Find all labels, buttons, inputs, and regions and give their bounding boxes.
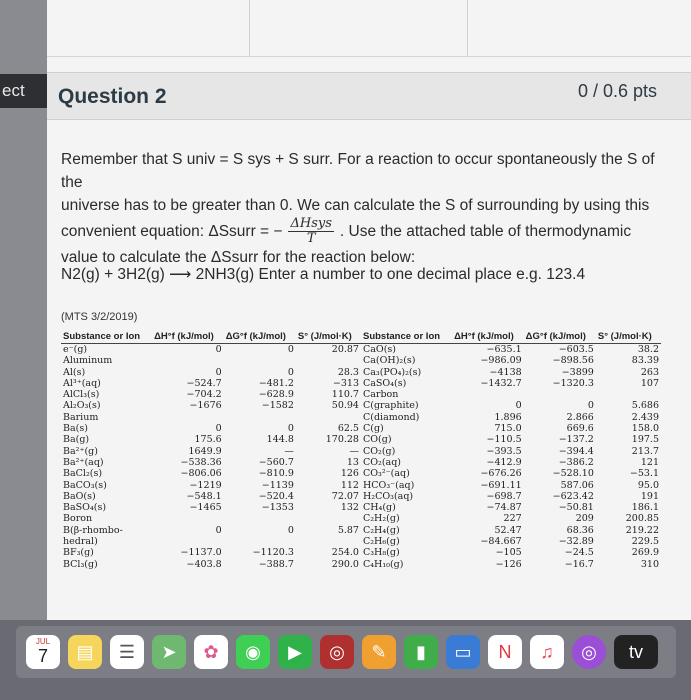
table-cell: 52.47 bbox=[494, 524, 522, 536]
table-cell: 5.87 bbox=[337, 524, 359, 536]
table-cell: −53.1 bbox=[629, 468, 659, 480]
table-cell: −110.5 bbox=[486, 434, 522, 446]
table-cell: Ba(s) bbox=[63, 423, 88, 435]
table-header-row bbox=[61, 330, 661, 344]
table-cell: −1139 bbox=[261, 479, 294, 491]
table-cell: −137.2 bbox=[558, 434, 594, 446]
table-cell: e⁻(g) bbox=[63, 344, 88, 355]
table-cell: −4138 bbox=[489, 366, 522, 378]
table-cell: 186.1 bbox=[631, 502, 659, 514]
table-row bbox=[61, 491, 661, 502]
appletv-label: tv bbox=[628, 641, 643, 662]
table-cell: 229.5 bbox=[631, 536, 659, 548]
table-cell: −388.7 bbox=[258, 558, 294, 570]
question-line: Remember that S univ = S sys + S surr. For a reaction to occur spontaneously the S of the bbox=[61, 151, 655, 191]
table-cell: −603.5 bbox=[558, 344, 594, 355]
table-cell: — bbox=[284, 445, 294, 457]
table-cell: 132 bbox=[340, 502, 359, 514]
table-cell: Ba(g) bbox=[63, 434, 90, 446]
table-row bbox=[61, 525, 661, 536]
table-cell bbox=[152, 513, 224, 524]
calendar-icon[interactable] bbox=[26, 635, 60, 669]
table-cell: −1353 bbox=[261, 502, 294, 514]
table-cell: Ba²⁺(aq) bbox=[63, 456, 104, 468]
table-cell: 191 bbox=[640, 490, 659, 502]
table-cell: Al³⁺(aq) bbox=[63, 377, 101, 389]
table-cell: −635.1 bbox=[486, 344, 522, 355]
table-cell: Ca(OH)₂(s) bbox=[362, 355, 416, 367]
table-row bbox=[61, 389, 661, 400]
table-cell: −1676 bbox=[189, 400, 222, 412]
keynote-icon[interactable]: ▭ bbox=[446, 635, 480, 669]
table-cell: BaO(s) bbox=[63, 490, 96, 502]
table-cell: 0 bbox=[287, 423, 294, 435]
table-cell: Ba²⁺(g) bbox=[63, 445, 98, 457]
table-cell: 0 bbox=[215, 366, 222, 378]
table-cell: 112 bbox=[340, 479, 359, 491]
table-row bbox=[61, 502, 661, 513]
question-points: 0 / 0.6 pts bbox=[577, 81, 657, 101]
table-cell: hedral) bbox=[63, 536, 98, 548]
table-cell: −548.1 bbox=[186, 490, 222, 502]
table-cell: 5.686 bbox=[631, 400, 659, 412]
table-cell: Al(s) bbox=[63, 366, 86, 378]
table-cell: 0 bbox=[287, 344, 294, 355]
table-source: (MTS 3/2/2019) bbox=[61, 311, 138, 323]
table-cell: −691.11 bbox=[480, 479, 522, 491]
table-cell bbox=[224, 355, 296, 366]
table-cell: 269.9 bbox=[631, 547, 659, 559]
table-cell: −1120.3 bbox=[252, 547, 294, 559]
column-header: S° (J/mol·K) bbox=[296, 330, 361, 344]
table-cell: 20.87 bbox=[331, 344, 359, 355]
table-cell: CaO(s) bbox=[362, 344, 396, 355]
table-cell: 213.7 bbox=[631, 445, 659, 457]
table-cell: −628.9 bbox=[258, 389, 294, 401]
table-cell bbox=[296, 536, 361, 547]
table-cell: −806.06 bbox=[180, 468, 222, 480]
table-row bbox=[61, 434, 661, 445]
table-body bbox=[61, 344, 661, 570]
table-cell: 144.8 bbox=[266, 434, 294, 446]
table-cell: 227 bbox=[503, 513, 522, 525]
table-row bbox=[61, 480, 661, 491]
table-row bbox=[61, 400, 661, 411]
question-title: Question 2 bbox=[58, 85, 167, 108]
table-row bbox=[61, 412, 661, 423]
table-cell: −1465 bbox=[189, 502, 222, 514]
table-cell: 0 bbox=[287, 524, 294, 536]
table-cell: 83.39 bbox=[631, 355, 659, 367]
column-header: ΔH°f (kJ/mol) bbox=[452, 330, 524, 344]
column-header: Substance or Ion bbox=[361, 330, 452, 344]
question-line: value to calculate the ΔSsurr for the reaction below: bbox=[61, 249, 416, 266]
table-row bbox=[61, 367, 661, 378]
table-cell bbox=[452, 389, 524, 400]
divider bbox=[467, 0, 468, 56]
notes-icon[interactable]: ▤ bbox=[68, 635, 102, 669]
table-cell: Boron bbox=[63, 513, 93, 525]
table-cell: −412.9 bbox=[486, 456, 522, 468]
pages-icon[interactable]: ✎ bbox=[362, 635, 396, 669]
fraction-numerator: ΔHsys bbox=[290, 216, 332, 231]
calendar-month: JUL bbox=[35, 637, 51, 646]
table-cell: BaCO₃(s) bbox=[63, 479, 107, 491]
table-cell: −698.7 bbox=[486, 490, 522, 502]
course-nav-strip bbox=[0, 0, 47, 620]
table-cell: 715.0 bbox=[494, 423, 522, 435]
table-cell: 38.2 bbox=[637, 344, 659, 355]
table-cell: 0 bbox=[515, 400, 522, 412]
table-row bbox=[61, 513, 661, 524]
table-cell: C(g) bbox=[362, 423, 384, 435]
reaction-text: N2(g) + 3H2(g) ⟶ 2NH3(g) Enter a number to one decimal place e.g. 123.4 bbox=[61, 266, 586, 283]
table-cell bbox=[296, 355, 361, 366]
table-cell: −986.09 bbox=[480, 355, 522, 367]
table-cell: 13 bbox=[346, 456, 359, 468]
table-cell: 669.6 bbox=[566, 423, 594, 435]
equation-line bbox=[61, 217, 661, 246]
table-cell: −810.9 bbox=[258, 468, 294, 480]
question-text bbox=[61, 148, 661, 269]
table-cell: 72.07 bbox=[331, 490, 359, 502]
table-cell: 170.28 bbox=[325, 434, 359, 446]
table-cell: C₃H₈(g) bbox=[362, 547, 400, 559]
table-cell: Carbon bbox=[362, 389, 399, 401]
table-row bbox=[61, 355, 661, 366]
table-cell: 2.439 bbox=[631, 411, 659, 423]
table-cell: 95.0 bbox=[637, 479, 659, 491]
facetime-icon[interactable]: ▶ bbox=[278, 635, 312, 669]
table-cell: 126 bbox=[340, 468, 359, 480]
table-cell: 121 bbox=[640, 456, 659, 468]
table-cell: 1649.9 bbox=[188, 445, 222, 457]
table-cell: CO(g) bbox=[362, 434, 392, 446]
table-cell: 310 bbox=[640, 558, 659, 570]
top-area bbox=[47, 0, 691, 57]
table-cell: 28.3 bbox=[337, 366, 359, 378]
table-cell: −32.89 bbox=[558, 536, 594, 548]
table-cell: −105 bbox=[495, 547, 522, 559]
table-row bbox=[61, 559, 661, 570]
table-cell: C₂H₆(g) bbox=[362, 536, 400, 548]
thermodynamic-table bbox=[61, 330, 661, 570]
table-cell: 2.866 bbox=[566, 411, 594, 423]
table-cell: 110.7 bbox=[331, 389, 359, 401]
table-cell: Aluminum bbox=[63, 355, 113, 367]
table-row bbox=[61, 468, 661, 479]
dock bbox=[0, 620, 691, 700]
table-cell: 219.22 bbox=[625, 524, 659, 536]
column-header: ΔG°f (kJ/mol) bbox=[224, 330, 296, 344]
table-cell bbox=[152, 536, 224, 547]
table-cell: −393.5 bbox=[486, 445, 522, 457]
table-cell: BCl₃(g) bbox=[63, 558, 98, 570]
table-cell bbox=[224, 513, 296, 524]
table-row bbox=[61, 536, 661, 547]
table-cell: 587.06 bbox=[560, 479, 594, 491]
table-cell bbox=[524, 389, 596, 400]
table-cell: 254.0 bbox=[331, 547, 359, 559]
table-cell: 197.5 bbox=[631, 434, 659, 446]
news-icon[interactable]: N bbox=[488, 635, 522, 669]
table-cell: 209 bbox=[575, 513, 594, 525]
table-cell: −481.2 bbox=[258, 377, 294, 389]
table-cell bbox=[296, 412, 361, 423]
table-cell bbox=[224, 536, 296, 547]
table-cell: −24.5 bbox=[564, 547, 594, 559]
table-cell: −403.8 bbox=[186, 558, 222, 570]
table-cell: −3899 bbox=[561, 366, 594, 378]
nav-tab[interactable]: ect bbox=[0, 74, 49, 108]
table-cell: −704.2 bbox=[186, 389, 222, 401]
podcasts-icon[interactable]: ◎ bbox=[572, 635, 606, 669]
column-header: ΔH°f (kJ/mol) bbox=[152, 330, 224, 344]
table-cell: 62.5 bbox=[337, 423, 359, 435]
dock-shelf bbox=[16, 626, 676, 678]
table-cell: −623.42 bbox=[552, 490, 594, 502]
column-header: ΔG°f (kJ/mol) bbox=[524, 330, 596, 344]
table-cell: 0 bbox=[215, 344, 222, 355]
table-cell: 50.94 bbox=[331, 400, 359, 412]
table-cell: −74.87 bbox=[486, 502, 522, 514]
table-cell: −50.81 bbox=[558, 502, 594, 514]
table-cell: −1432.7 bbox=[480, 377, 522, 389]
fraction-denominator: T bbox=[306, 231, 316, 246]
table-cell: −898.56 bbox=[552, 355, 594, 367]
table-cell bbox=[296, 513, 361, 524]
calendar-day: 7 bbox=[37, 646, 48, 666]
table-cell: 0 bbox=[587, 400, 594, 412]
table-cell: CO₂(g) bbox=[362, 445, 396, 457]
table-cell: −528.10 bbox=[552, 468, 594, 480]
table-cell: 263 bbox=[640, 366, 659, 378]
question-line: universe has to be greater than 0. We can calculate the S of surrounding by using this bbox=[61, 197, 650, 214]
table-cell: −126 bbox=[495, 558, 522, 570]
table-cell: H₂CO₃(aq) bbox=[362, 490, 414, 502]
table-row bbox=[61, 446, 661, 457]
table-cell: −1219 bbox=[189, 479, 222, 491]
equation-prefix: convenient equation: ΔSsurr = − bbox=[61, 223, 283, 240]
table-cell: Barium bbox=[63, 411, 99, 423]
table-cell bbox=[224, 412, 296, 423]
table-cell: CaSO₄(s) bbox=[362, 377, 407, 389]
table-cell: CH₄(g) bbox=[362, 502, 396, 514]
table-cell: HCO₃⁻(aq) bbox=[362, 479, 415, 491]
table-cell: 68.36 bbox=[566, 524, 594, 536]
divider bbox=[249, 0, 250, 56]
table-row bbox=[61, 378, 661, 389]
table-cell: −1320.3 bbox=[552, 377, 594, 389]
table-row bbox=[61, 457, 661, 468]
table-cell: −313 bbox=[332, 377, 359, 389]
table-cell: C₂H₄(g) bbox=[362, 524, 400, 536]
table-cell: −520.4 bbox=[258, 490, 294, 502]
table-cell: C(graphite) bbox=[362, 400, 419, 412]
maps-icon[interactable]: ➤ bbox=[152, 635, 186, 669]
table-cell bbox=[152, 355, 224, 366]
table-cell: BaSO₄(s) bbox=[63, 502, 107, 514]
question-header bbox=[47, 72, 691, 120]
table-cell: 158.0 bbox=[631, 423, 659, 435]
table-cell: −560.7 bbox=[258, 456, 294, 468]
table-row bbox=[61, 547, 661, 558]
quiz-page bbox=[47, 0, 691, 620]
table-cell: −524.7 bbox=[186, 377, 222, 389]
table-cell: BF₃(g) bbox=[63, 547, 94, 559]
table-row bbox=[61, 344, 661, 356]
table-cell: B(β-rhombo- bbox=[63, 524, 123, 536]
table-cell: BaCl₂(s) bbox=[63, 468, 103, 480]
table-cell: 0 bbox=[215, 524, 222, 536]
column-header: S° (J/mol·K) bbox=[596, 330, 661, 344]
photos-icon[interactable]: ✿ bbox=[194, 635, 228, 669]
table-cell: Al₂O₃(s) bbox=[63, 400, 101, 412]
table-cell: CO₂(aq) bbox=[362, 456, 402, 468]
table-cell: −538.36 bbox=[180, 456, 222, 468]
numbers-icon[interactable]: ▮ bbox=[404, 635, 438, 669]
table-cell: −394.4 bbox=[558, 445, 594, 457]
table-cell: −84.667 bbox=[480, 536, 522, 548]
table-row bbox=[61, 423, 661, 434]
table-cell bbox=[596, 389, 661, 400]
table-cell: 200.85 bbox=[625, 513, 659, 525]
table-cell: CO₃²⁻(aq) bbox=[362, 468, 410, 480]
table-cell: 107 bbox=[640, 377, 659, 389]
table-cell: −386.2 bbox=[558, 456, 594, 468]
table-cell: C₄H₁₀(g) bbox=[362, 558, 404, 570]
messages-icon[interactable]: ◉ bbox=[236, 635, 270, 669]
column-header: Substance or Ion bbox=[61, 330, 152, 344]
appletv-icon[interactable] bbox=[614, 635, 658, 669]
table-cell: −676.26 bbox=[480, 468, 522, 480]
table-cell: −16.7 bbox=[564, 558, 594, 570]
table-cell: 1.896 bbox=[494, 411, 522, 423]
equation-fraction bbox=[288, 217, 333, 246]
table-cell: −1137.0 bbox=[180, 547, 222, 559]
table-cell: Ca₃(PO₄)₂(s) bbox=[362, 366, 422, 378]
table-cell: C₂H₂(g) bbox=[362, 513, 400, 525]
table-cell: C(diamond) bbox=[362, 411, 420, 423]
table-cell bbox=[152, 412, 224, 423]
table-cell: 290.0 bbox=[331, 558, 359, 570]
reminders-icon[interactable]: ☰ bbox=[110, 635, 144, 669]
photobooth-icon[interactable]: ◎ bbox=[320, 635, 354, 669]
table-cell: AlCl₃(s) bbox=[63, 389, 100, 401]
table-cell: 175.6 bbox=[194, 434, 222, 446]
table-cell: 0 bbox=[215, 423, 222, 435]
table-cell: −1582 bbox=[261, 400, 294, 412]
table-cell: 0 bbox=[287, 366, 294, 378]
table-cell: — bbox=[349, 445, 359, 457]
music-icon[interactable]: ♫ bbox=[530, 635, 564, 669]
equation-suffix: . Use the attached table of thermodynamic bbox=[339, 223, 632, 240]
